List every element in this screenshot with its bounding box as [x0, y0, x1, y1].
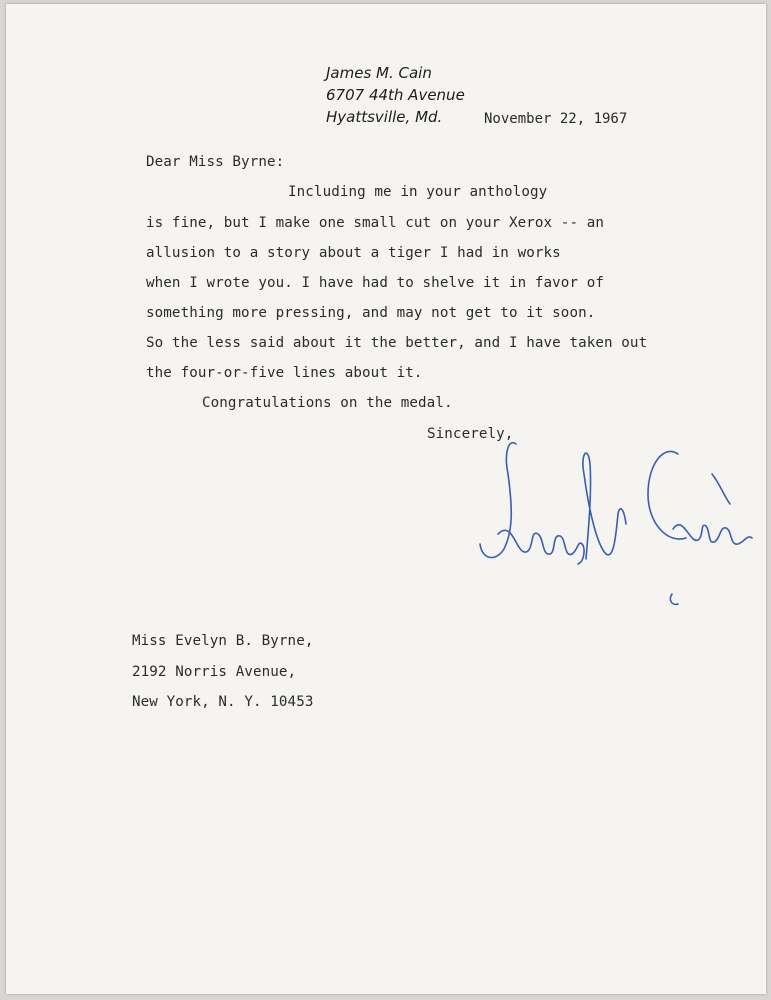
recipient-city: New York, N. Y. 10453	[132, 694, 314, 710]
salutation: Dear Miss Byrne:	[146, 154, 285, 170]
congratulations-line: Congratulations on the medal.	[202, 395, 453, 411]
sender-city: Hyattsville, Md.	[326, 108, 443, 126]
body-line: Including me in your anthology	[288, 184, 548, 200]
recipient-name: Miss Evelyn B. Byrne,	[132, 633, 314, 649]
sender-street: 6707 44th Avenue	[326, 86, 465, 104]
body-line: the four-or-five lines about it.	[146, 365, 423, 381]
letter-date: November 22, 1967	[484, 111, 628, 127]
body-line: when I wrote you. I have had to shelve it in favor of	[146, 275, 605, 291]
letterhead	[326, 62, 465, 128]
letter-sheet	[6, 4, 766, 994]
body-line: allusion to a story about a tiger I had in works	[146, 245, 561, 261]
sender-name: James M. Cain	[326, 64, 432, 82]
recipient-street: 2192 Norris Avenue,	[132, 664, 297, 680]
body-line: something more pressing, and may not get to it soon.	[146, 305, 596, 321]
body-line: So the less said about it the better, and I have taken out	[146, 335, 648, 351]
body-line: is fine, but I make one small cut on your Xerox -- an	[146, 215, 605, 231]
closing: Sincerely,	[427, 426, 514, 442]
handwritten-signature	[468, 434, 758, 614]
